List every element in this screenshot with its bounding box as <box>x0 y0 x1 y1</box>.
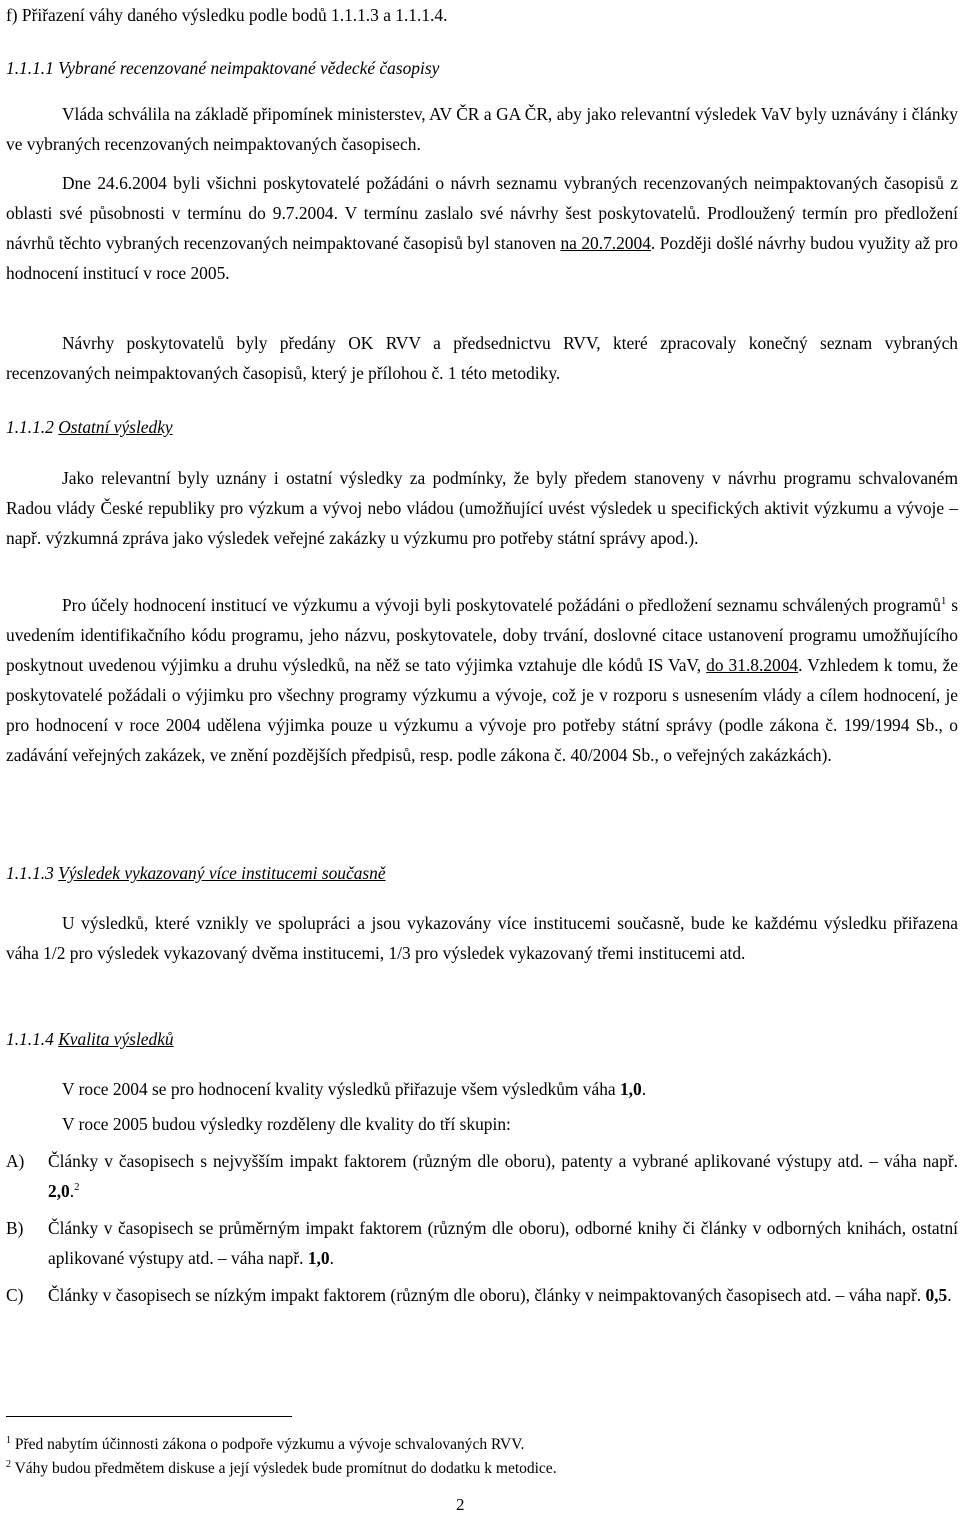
section-1-p1-text: Vláda schválila na základě připomínek ministerstev, AV ČR a GA ČR, aby jako relevantní výsledek VaV byly uznávány i články ve vybraných recenzovaných neimpaktovaných časopisech. <box>6 104 958 154</box>
section-4-title <box>6 1024 174 1054</box>
footnote-1 <box>6 1435 524 1455</box>
section-2-paragraph-1 <box>6 463 958 553</box>
list-item-c-tail: . <box>947 1285 952 1305</box>
page-number: 2 <box>456 1495 465 1514</box>
section-4-p1-weight: 1,0 <box>619 1079 642 1099</box>
list-item-c-text: Články v časopisech se nízkým impakt faktorem (různým dle oboru), články v neimpaktovaných časopisech atd. – váha např. <box>48 1285 926 1305</box>
list-item-a-weight: 2,0 <box>48 1181 70 1201</box>
section-2-p2-text-b: s uvedením identifikačního kódu programu, jeho názvu, poskytovatele, doby trvání, doslovné citace ustanovení programu umožňujícího poskytnout uvedenou výjimku a druhu výsledků, na něž se tato výjimka vztahuje dle kódů IS VaV, <box>6 595 959 675</box>
intro-line: f) Přiřazení váhy daného výsledku podle bodů 1.1.1.3 a 1.1.1.4. <box>6 5 448 25</box>
section-4-paragraph-1 <box>62 1074 958 1104</box>
section-3-number: 1.1.1.3 <box>6 863 54 883</box>
section-4-title-text: Kvalita výsledků <box>58 1029 174 1049</box>
list-item-c-weight: 0,5 <box>925 1285 948 1305</box>
section-2-p2-text-a: Pro účely hodnocení institucí ve výzkumu a vývoji byli poskytovatelé požádáni o předložení seznamu schválených programů <box>62 595 941 615</box>
section-1-p2-text-b: . Později došlé návrhy budou využity až pro hodnocení institucí v roce 2005. <box>6 233 958 283</box>
footnote-1-number: 1 <box>6 1434 11 1446</box>
footnote-divider <box>6 1416 292 1417</box>
section-2-p1-text: Jako relevantní byly uznány i ostatní výsledky za podmínky, že byly předem stanoveny v návrhu programu schvalovaném Radou vlády České republiky pro výzkum a vývoj nebo vládou (umožňující uvést výsledek u specifických aktivit výzkumu a vývoje – např. výzkumná zpráva jako výsledek veřejné zakázky u výzkumu pro potřeby státní správy apod.). <box>6 468 958 548</box>
footnote-ref-1: 1 <box>940 595 947 608</box>
list-item-a <box>6 1146 958 1206</box>
section-4-number: 1.1.1.4 <box>6 1029 54 1049</box>
list-item-b-label: B) <box>6 1218 24 1238</box>
list-item-c <box>6 1280 958 1310</box>
section-4-paragraph-2: V roce 2005 budou výsledky rozděleny dle kvality do tří skupin: <box>62 1114 511 1134</box>
section-1-p2-deadline: na 20.7.2004 <box>560 233 651 253</box>
section-3-title-text: Výsledek vykazovaný více institucemi současně <box>58 863 386 883</box>
section-3-p1-text: U výsledků, které vznikly ve spolupráci a jsou vykazovány více institucemi současně, bude ke každému výsledku přiřazena váha 1/2 pro výsledek vykazovaný dvěma institucemi, 1/3 pro výsledek vykazovaný třemi institucemi atd. <box>6 913 958 963</box>
section-3-title <box>6 858 386 888</box>
list-item-a-label: A) <box>6 1151 25 1171</box>
footnote-ref-2: 2 <box>74 1181 80 1194</box>
section-2-p2-deadline: do 31.8.2004 <box>706 655 799 675</box>
section-1-paragraph-1 <box>6 99 958 159</box>
section-3-paragraph-1 <box>6 908 958 968</box>
list-item-b-text: Články v časopisech se průměrným impakt faktorem (různým dle oboru), odborné knihy či články v odborných knihách, ostatní aplikované výstupy atd. – váha např. <box>48 1218 958 1268</box>
section-1-paragraph-2 <box>6 168 958 288</box>
footnote-2-text: Váhy budou předmětem diskuse a její výsledek bude promítnut do dodatku k metodice. <box>14 1460 557 1477</box>
list-item-a-text: Články v časopisech s nejvyšším impakt faktorem (různým dle oboru), patenty a vybrané aplikované výstupy atd. – váha např. <box>48 1151 958 1171</box>
section-1-paragraph-3 <box>6 328 958 388</box>
footnote-1-text: Před nabytím účinnosti zákona o podpoře výzkumu a vývoje schvalovaných RVV. <box>14 1436 525 1453</box>
section-2-title-text: Ostatní výsledky <box>58 417 173 437</box>
list-item-b <box>6 1213 958 1273</box>
list-item-b-weight: 1,0 <box>307 1248 330 1268</box>
list-item-a-tail: . <box>69 1181 75 1201</box>
footnote-2 <box>6 1459 557 1479</box>
list-item-c-label: C) <box>6 1285 24 1305</box>
section-2-p2-text-c: . Vzhledem k tomu, že poskytovatelé požádali o výjimku pro všechny programy výzkumu a vývoje, což je v rozporu s usnesením vlády a cílem hodnocení, je pro hodnocení v roce 2004 udělena výjimka pouze u výzkumu a vývoje pro potřeby státní správy (podle zákona č. 199/1994 Sb., o zadávání veřejných zakázek, ve znění pozdějších předpisů, resp. podle zákona č. 40/2004 Sb., o veřejných zakázkách). <box>6 655 959 765</box>
section-2-paragraph-2 <box>6 590 958 770</box>
section-1-p2-text-a: Dne 24.6.2004 byli všichni poskytovatelé požádáni o návrh seznamu vybraných recenzovaných neimpaktovaných časopisů z oblasti své působnosti v termínu do 9.7.2004. V termínu zaslalo své návrhy šest poskytovatelů. Prodloužený termín pro předložení návrhů těchto vybraných recenzovaných neimpaktované časopisů byl stanoven <box>6 173 958 253</box>
section-1-p3-text: Návrhy poskytovatelů byly předány OK RVV a předsednictvu RVV, které zpracovaly konečný seznam vybraných recenzovaných neimpaktovaných časopisů, který je přílohou č. 1 této metodiky. <box>6 333 958 383</box>
section-2-title <box>6 412 173 442</box>
section-1-title: 1.1.1.1 Vybrané recenzované neimpaktované vědecké časopisy <box>6 58 440 78</box>
footnote-2-number: 2 <box>6 1458 11 1470</box>
section-4-p1-text-a: V roce 2004 se pro hodnocení kvality výsledků přiřazuje všem výsledkům váha <box>62 1079 620 1099</box>
section-4-p1-text-c: . <box>641 1079 647 1099</box>
section-2-number: 1.1.1.2 <box>6 417 54 437</box>
list-item-b-tail: . <box>329 1248 334 1268</box>
